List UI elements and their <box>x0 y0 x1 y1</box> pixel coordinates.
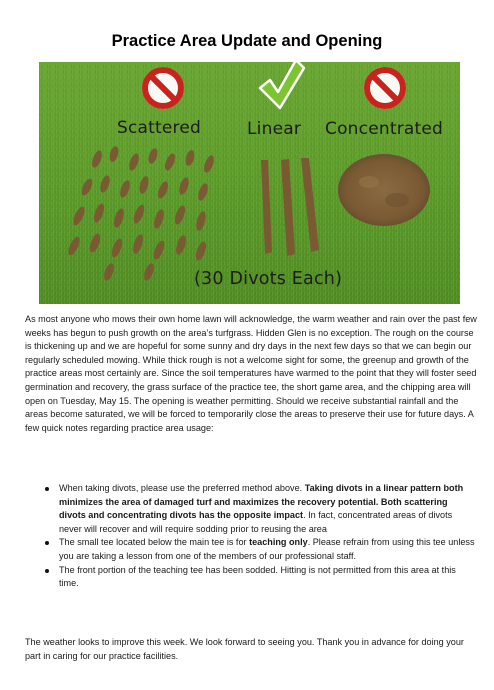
bullet-bold-text: Taking divots in a linear pattern both minimizes the area of damaged turf and maximizes the recovery potential. Both scattering divots and concentrating divots has the opposite impact <box>59 483 464 521</box>
divot-comparison-photo <box>39 62 460 304</box>
bullet-text: The small tee located below the main tee is for <box>59 537 250 548</box>
notes-list <box>40 482 476 591</box>
concentrated-divot-patch <box>338 154 430 226</box>
label-linear: Linear <box>247 119 302 139</box>
bullet-text: The front portion of the teaching tee has been sodded. Hitting is not permitted from this area at this time. <box>59 564 456 589</box>
no-symbol-icon <box>364 67 406 109</box>
divot-photo-graphic <box>39 62 460 304</box>
bullet-text: . In fact, concentrated areas of divots never will recover and will require sodding prior to reusing the area <box>59 510 453 534</box>
bullet-text: When taking divots, please use the preferred method above. <box>59 483 305 493</box>
photo-caption: (30 Divots Each) <box>194 269 343 289</box>
list-item <box>40 536 476 563</box>
intro-text: As most anyone who mows their own home lawn will acknowledge, the warm weather and rain over the past few weeks has begun to push growth on the area’s turfgrass. Hidden Glen is no exception. The rough on the course is thickening up and we are hopeful for some sunny and dry days in the next few days so that we can begin our regularly scheduled mowing. While thick rough is not a welcome sight for some, the greenup and growth of the practice areas most certainly are. Since the soil temperatures have warmed to the point that they will foster seed germination and recovery, the grass surface of the practice tee, the short game area, and the chipping area will open on Tuesday, May 15. The opening is weather permitting. Should we receive substantial rainfall and the areas become saturated, we will be forced to temporarily close the areas to preserve their use for future days. A few quick notes regarding practice area usage: <box>25 314 477 433</box>
bullet-icon <box>45 569 49 573</box>
intro-paragraph <box>25 313 477 435</box>
bullet-icon <box>45 487 49 491</box>
closing-paragraph: The weather looks to improve this week. We look forward to seeing you. Thank you in advance for doing your part in caring for our practice facilities. <box>25 637 464 661</box>
bullet-icon <box>45 541 49 545</box>
bullet-text: . Please refrain from using this tee unless you are taking a lesson from one of the members of our professional staff. <box>59 537 475 561</box>
label-scattered: Scattered <box>117 118 202 138</box>
list-item <box>40 482 476 536</box>
page-title: Practice Area Update and Opening <box>111 32 383 50</box>
no-symbol-icon <box>142 67 184 109</box>
label-concentrated: Concentrated <box>325 119 444 139</box>
bullet-bold-text: teaching only <box>249 537 308 548</box>
list-item <box>40 564 476 591</box>
